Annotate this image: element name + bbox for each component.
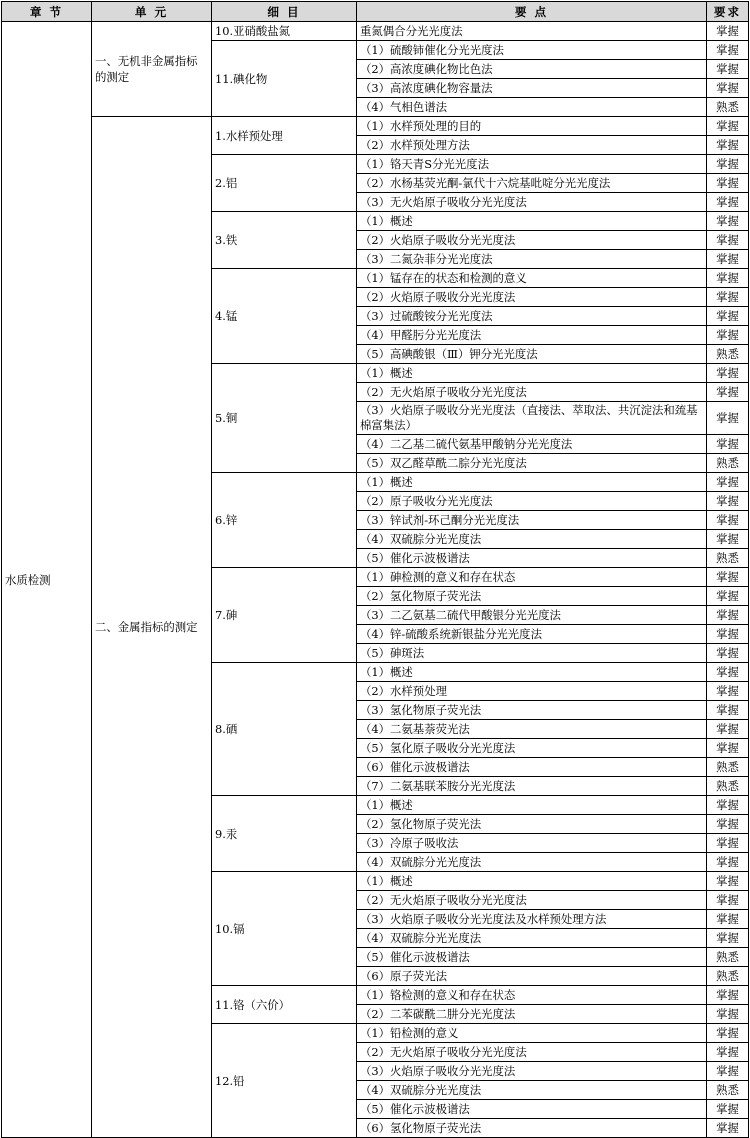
requirement-cell: 掌握 (707, 1024, 749, 1043)
point-cell: （1）硫酸铈催化分光光度法 (357, 41, 707, 60)
requirement-cell: 掌握 (707, 568, 749, 587)
item-cell: 11.碘化物 (212, 41, 357, 117)
requirement-cell: 掌握 (707, 587, 749, 606)
requirement-cell: 掌握 (707, 41, 749, 60)
requirement-cell: 掌握 (707, 60, 749, 79)
requirement-cell: 掌握 (707, 250, 749, 269)
point-cell: （2）无火焰原子吸收分光光度法 (357, 383, 707, 402)
point-cell: （3）冷原子吸收法 (357, 834, 707, 853)
item-cell: 7.砷 (212, 568, 357, 663)
point-cell: （2）无火焰原子吸收分光光度法 (357, 891, 707, 910)
point-cell: （1）概述 (357, 663, 707, 682)
requirement-cell: 掌握 (707, 606, 749, 625)
header-requirement: 要求 (707, 2, 749, 22)
point-cell: （3）火焰原子吸收分光光度法 (357, 1062, 707, 1081)
requirement-cell: 掌握 (707, 326, 749, 345)
requirement-cell: 掌握 (707, 853, 749, 872)
requirement-cell: 熟悉 (707, 454, 749, 473)
item-cell: 2.铝 (212, 155, 357, 212)
point-cell: （1）铬检测的意义和存在状态 (357, 986, 707, 1005)
requirement-cell: 熟悉 (707, 967, 749, 986)
point-cell: （3）火焰原子吸收分光光度法及水样预处理方法 (357, 910, 707, 929)
requirement-cell: 掌握 (707, 1043, 749, 1062)
requirement-cell: 熟悉 (707, 948, 749, 967)
item-cell: 6.锌 (212, 473, 357, 568)
header-item: 细 目 (212, 2, 357, 22)
header-row (2, 2, 749, 22)
requirement-cell: 掌握 (707, 212, 749, 231)
requirement-cell: 掌握 (707, 193, 749, 212)
requirement-cell: 掌握 (707, 117, 749, 136)
requirement-cell: 掌握 (707, 834, 749, 853)
point-cell: （2）氢化物原子荧光法 (357, 815, 707, 834)
point-cell: （4）气相色谱法 (357, 98, 707, 117)
requirement-cell: 掌握 (707, 1119, 749, 1138)
point-cell: （3）过硫酸铵分光光度法 (357, 307, 707, 326)
requirement-cell: 掌握 (707, 79, 749, 98)
unit-cell: 一、无机非金属指标的测定 (92, 22, 212, 117)
point-cell: （3）高浓度碘化物容量法 (357, 79, 707, 98)
point-cell: （4）双硫腙分光光度法 (357, 1081, 707, 1100)
requirement-cell: 掌握 (707, 383, 749, 402)
point-cell: （1）概述 (357, 796, 707, 815)
point-cell: （4）锌-硫酸系统新银盐分光光度法 (357, 625, 707, 644)
point-cell: （2）高浓度碘化物比色法 (357, 60, 707, 79)
point-cell: （6）原子荧光法 (357, 967, 707, 986)
requirement-cell: 掌握 (707, 269, 749, 288)
syllabus-table (1, 1, 749, 1138)
point-cell: （7）二氨基联苯胺分光光度法 (357, 777, 707, 796)
requirement-cell: 掌握 (707, 929, 749, 948)
point-cell: （5）催化示波极谱法 (357, 549, 707, 568)
requirement-cell: 掌握 (707, 872, 749, 891)
requirement-cell: 掌握 (707, 307, 749, 326)
item-cell: 9.汞 (212, 796, 357, 872)
point-cell: （1）概述 (357, 872, 707, 891)
requirement-cell: 掌握 (707, 891, 749, 910)
point-cell: （1）概述 (357, 212, 707, 231)
point-cell: （1）铬天青S分光光度法 (357, 155, 707, 174)
requirement-cell: 掌握 (707, 796, 749, 815)
chapter-cell: 水质检测 (2, 22, 92, 1138)
requirement-cell: 掌握 (707, 288, 749, 307)
requirement-cell: 掌握 (707, 739, 749, 758)
point-cell: （4）二乙基二硫代氨基甲酸钠分光光度法 (357, 435, 707, 454)
requirement-cell: 掌握 (707, 1005, 749, 1024)
requirement-cell: 掌握 (707, 402, 749, 435)
point-cell: 重氮偶合分光光度法 (357, 22, 707, 41)
point-cell: （3）二氮杂菲分光光度法 (357, 250, 707, 269)
requirement-cell: 掌握 (707, 231, 749, 250)
requirement-cell: 掌握 (707, 511, 749, 530)
point-cell: （5）催化示波极谱法 (357, 1100, 707, 1119)
requirement-cell: 掌握 (707, 815, 749, 834)
point-cell: （2）火焰原子吸收分光光度法 (357, 231, 707, 250)
point-cell: （5）砷斑法 (357, 644, 707, 663)
point-cell: （6）氢化物原子荧光法 (357, 1119, 707, 1138)
point-cell: （5）催化示波极谱法 (357, 948, 707, 967)
point-cell: （1）铅检测的意义 (357, 1024, 707, 1043)
point-cell: （1）概述 (357, 473, 707, 492)
point-cell: （4）二氨基萘荧光法 (357, 720, 707, 739)
requirement-cell: 掌握 (707, 364, 749, 383)
point-cell: （3）氢化物原子荧光法 (357, 701, 707, 720)
item-cell: 10.亚硝酸盐氮 (212, 22, 357, 41)
item-cell: 10.镉 (212, 872, 357, 986)
point-cell: （6）催化示波极谱法 (357, 758, 707, 777)
point-cell: （1）砷检测的意义和存在状态 (357, 568, 707, 587)
requirement-cell: 熟悉 (707, 549, 749, 568)
requirement-cell: 掌握 (707, 492, 749, 511)
requirement-cell: 掌握 (707, 986, 749, 1005)
requirement-cell: 掌握 (707, 720, 749, 739)
requirement-cell: 掌握 (707, 910, 749, 929)
requirement-cell: 掌握 (707, 682, 749, 701)
table-header (2, 2, 749, 22)
point-cell: （5）双乙醛草酰二腙分光光度法 (357, 454, 707, 473)
point-cell: （3）火焰原子吸收分光光度法（直接法、萃取法、共沉淀法和巯基棉富集法） (357, 402, 707, 435)
point-cell: （4）甲醛肟分光光度法 (357, 326, 707, 345)
point-cell: （4）双硫腙分光光度法 (357, 929, 707, 948)
point-cell: （3）锌试剂-环己酮分光光度法 (357, 511, 707, 530)
requirement-cell: 掌握 (707, 22, 749, 41)
header-point: 要 点 (357, 2, 707, 22)
point-cell: （2）无火焰原子吸收分光光度法 (357, 1043, 707, 1062)
requirement-cell: 掌握 (707, 1062, 749, 1081)
point-cell: （2）水样预处理方法 (357, 136, 707, 155)
requirement-cell: 熟悉 (707, 758, 749, 777)
point-cell: （4）双硫腙分光光度法 (357, 530, 707, 549)
point-cell: （5）高碘酸银（Ⅲ）钾分光光度法 (357, 345, 707, 364)
point-cell: （3）无火焰原子吸收分光光度法 (357, 193, 707, 212)
header-unit: 单 元 (92, 2, 212, 22)
requirement-cell: 熟悉 (707, 777, 749, 796)
item-cell: 3.铁 (212, 212, 357, 269)
point-cell: （1）水样预处理的目的 (357, 117, 707, 136)
point-cell: （2）水杨基荧光酮-氯代十六烷基吡啶分光光度法 (357, 174, 707, 193)
point-cell: （3）二乙氨基二硫代甲酸银分光光度法 (357, 606, 707, 625)
requirement-cell: 掌握 (707, 663, 749, 682)
unit-cell: 二、金属指标的测定 (92, 117, 212, 1138)
table-row (2, 22, 749, 41)
item-cell: 8.硒 (212, 663, 357, 796)
item-cell: 5.铜 (212, 364, 357, 473)
requirement-cell: 掌握 (707, 174, 749, 193)
table-row (2, 117, 749, 136)
point-cell: （1）概述 (357, 364, 707, 383)
header-chapter: 章 节 (2, 2, 92, 22)
point-cell: （1）锰存在的状态和检测的意义 (357, 269, 707, 288)
requirement-cell: 掌握 (707, 530, 749, 549)
item-cell: 1.水样预处理 (212, 117, 357, 155)
point-cell: （2）氢化物原子荧光法 (357, 587, 707, 606)
point-cell: （2）二苯碳酰二肼分光光度法 (357, 1005, 707, 1024)
requirement-cell: 掌握 (707, 435, 749, 454)
requirement-cell: 熟悉 (707, 345, 749, 364)
point-cell: （4）双硫腙分光光度法 (357, 853, 707, 872)
requirement-cell: 掌握 (707, 625, 749, 644)
item-cell: 11.铬（六价） (212, 986, 357, 1024)
point-cell: （2）原子吸收分光光度法 (357, 492, 707, 511)
point-cell: （2）火焰原子吸收分光光度法 (357, 288, 707, 307)
point-cell: （5）氢化原子吸收分光光度法 (357, 739, 707, 758)
requirement-cell: 掌握 (707, 701, 749, 720)
requirement-cell: 掌握 (707, 644, 749, 663)
requirement-cell: 掌握 (707, 473, 749, 492)
item-cell: 12.铅 (212, 1024, 357, 1138)
point-cell: （2）水样预处理 (357, 682, 707, 701)
item-cell: 4.锰 (212, 269, 357, 364)
table-body (2, 22, 749, 1138)
requirement-cell: 熟悉 (707, 1081, 749, 1100)
requirement-cell: 掌握 (707, 1100, 749, 1119)
requirement-cell: 掌握 (707, 136, 749, 155)
requirement-cell: 熟悉 (707, 98, 749, 117)
requirement-cell: 掌握 (707, 155, 749, 174)
